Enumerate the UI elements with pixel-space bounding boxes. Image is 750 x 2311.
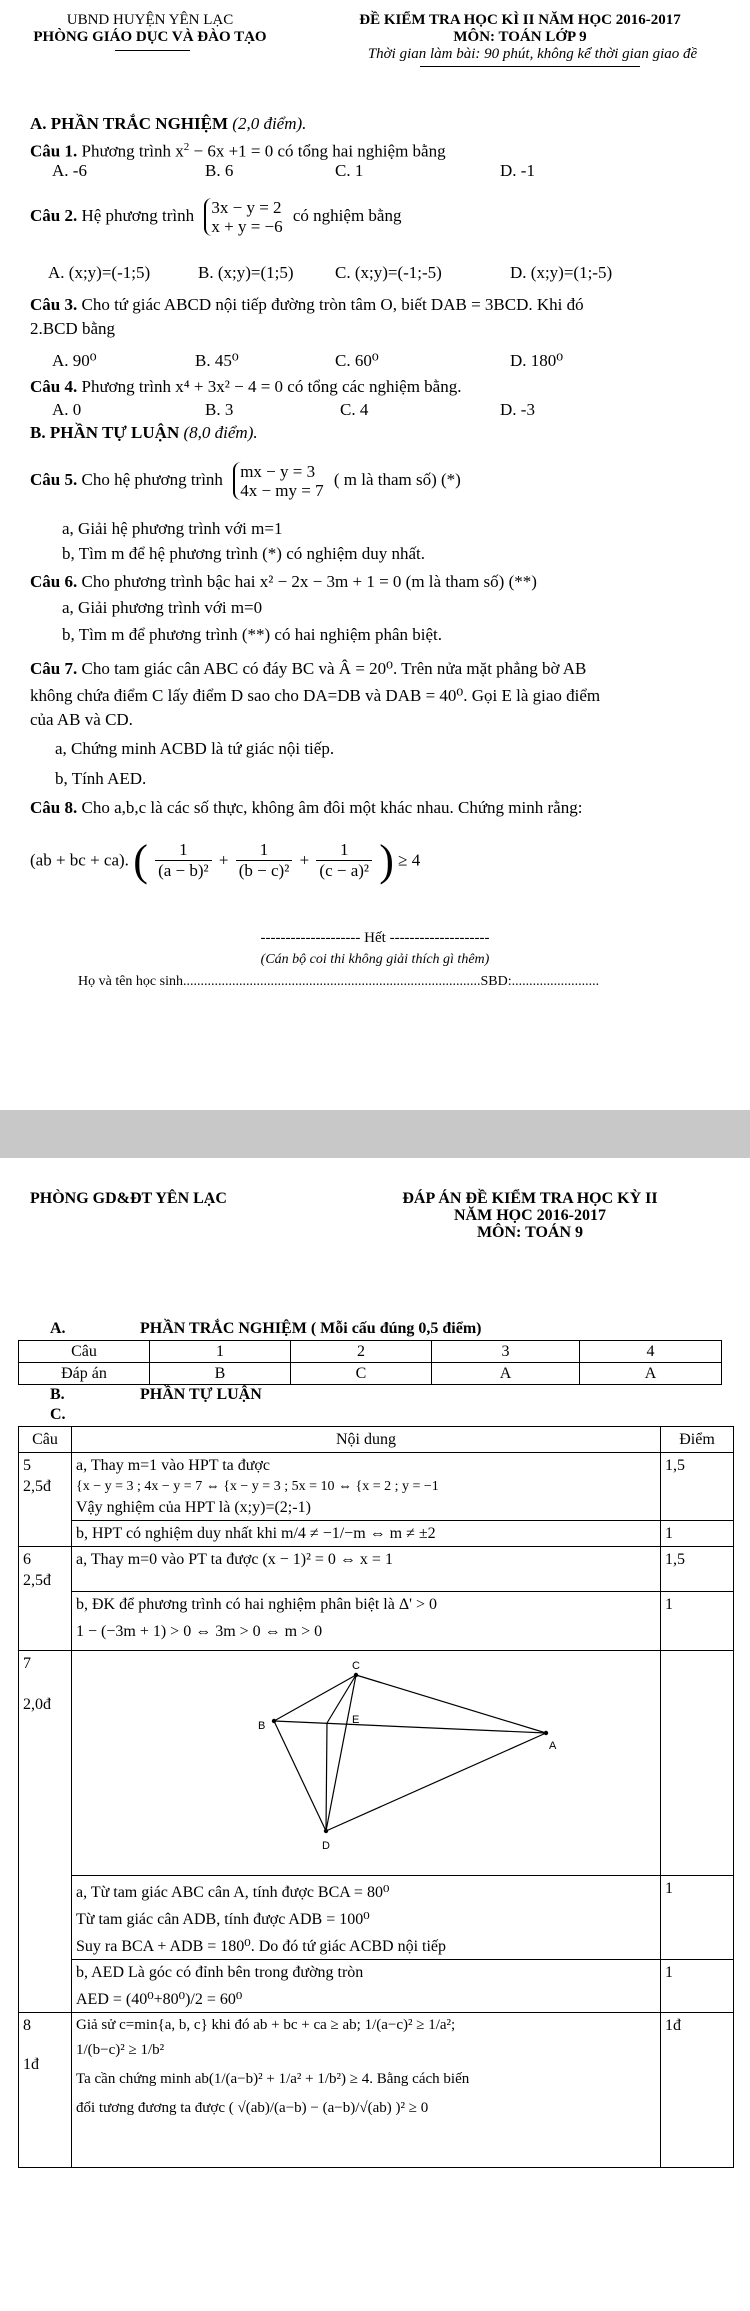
question-8 (30, 797, 582, 819)
content-cell (72, 1453, 661, 1521)
fraction (316, 840, 372, 881)
point-A (544, 1731, 548, 1735)
table-header: Câu (19, 1427, 72, 1453)
part-a-heading (30, 113, 306, 135)
student-line: Họ và tên học sinh.....................................................................................SBD:......................... (78, 974, 600, 989)
section-b-title: PHẦN TỰ LUẬN (140, 1386, 262, 1403)
equation: mx − y = 3 (240, 462, 316, 481)
triangle-figure (76, 1653, 636, 1865)
equation: x + y = −6 (211, 217, 283, 236)
fraction (155, 840, 212, 881)
question-text: ( m là tham số) (*) (333, 469, 461, 489)
question-number: 6 (23, 1551, 31, 1568)
question-points: 2,5đ (23, 1572, 51, 1589)
section-a-title: PHẦN TRẮC NGHIỆM ( Mỗi cấu đúng 0,5 điểm) (140, 1320, 482, 1337)
question-cell (19, 1547, 72, 1651)
q2-option-a: A. (x;y)=(-1;5) (48, 263, 151, 282)
score-cell (661, 1651, 734, 1876)
exam-page (0, 0, 750, 1110)
time-note: Thời gian làm bài: 90 phút, không kể thời gian giao đề (367, 46, 698, 62)
question-text: có nghiệm bằng (292, 205, 402, 225)
equation: 3x − y = 2 (211, 198, 282, 217)
question-4 (30, 376, 461, 398)
section-a-letter: A. (50, 1320, 66, 1337)
q1-option-d: D. -1 (500, 161, 535, 180)
question-points: 2,0đ (23, 1696, 51, 1713)
table-row (19, 1521, 734, 1547)
q3-option-d: D. 180⁰ (510, 351, 564, 370)
content-cell (72, 1876, 661, 1960)
q4-option-a: A. 0 (52, 400, 82, 419)
segment-BD (326, 1723, 327, 1831)
denominator: (b − c)² (238, 861, 290, 880)
part-b-points: (8,0 điểm). (183, 423, 258, 442)
exponent: 2 (183, 141, 190, 153)
exam-header-left (30, 12, 270, 46)
content-cell (72, 2013, 661, 2168)
table-cell: 3 (432, 1341, 580, 1363)
table-cell: Câu (19, 1341, 150, 1363)
table-header: Nội dung (72, 1427, 661, 1453)
content-line: 1 − (−3m + 1) > 0 ⇔ 3m > 0 ⇔ m > 0 (76, 1623, 323, 1640)
q8-inequality: (ab + bc + ca). ( $\frac{1}{\text{(a − b)²}}$ + $\frac{1}{\text{(b − c)²}}$ + $\frac{1}{\text{(c − a)²}}$ ) ≥ 4 (30, 836, 421, 885)
section-b-letter: B. (50, 1386, 65, 1403)
question-3 (30, 294, 584, 316)
table-cell: 1 (150, 1341, 291, 1363)
question-2 (30, 198, 401, 236)
answer-page (0, 1158, 750, 2311)
question-number: 7 (23, 1655, 31, 1672)
table-row (19, 1592, 734, 1651)
table-cell: A (580, 1363, 722, 1385)
inequality-lhs: (ab + bc + ca). (30, 850, 129, 870)
content-line: 1/(b−c)² ≥ 1/b² (76, 2042, 165, 2058)
question-number: 5 (23, 1457, 31, 1474)
numerator: 1 (155, 840, 212, 861)
content-line: đổi tương đương ta được ( √(ab)/(a−b) − (a−b)/√(ab) )² ≥ 0 (76, 2100, 429, 2116)
content-cell (72, 1960, 661, 2013)
question-cell (19, 1651, 72, 2013)
table-row (19, 1876, 734, 1960)
table-cell: A (432, 1363, 580, 1385)
numerator: 1 (316, 840, 372, 861)
content-line: b, ĐK để phương trình có hai nghiệm phân biệt là Δ' > 0 (76, 1596, 438, 1613)
q5-part-a: a, Giải hệ phương trình với m=1 (62, 519, 283, 538)
question-cell (19, 2013, 72, 2168)
denominator: (c − a)² (319, 861, 370, 880)
equation-system (233, 462, 323, 500)
score-cell: 1,5 (661, 1453, 734, 1521)
divider (420, 66, 640, 67)
page-gap (0, 1110, 750, 1158)
question-number: 8 (23, 2017, 31, 2034)
q2-option-c: C. (x;y)=(-1;-5) (335, 263, 442, 282)
question-label: Câu 4. (30, 377, 78, 396)
question-7 (30, 658, 586, 680)
answer-subject: MÔN: TOÁN 9 (476, 1224, 584, 1241)
table-cell: B (150, 1363, 291, 1385)
segment-BC2 (274, 1675, 356, 1721)
q1-option-a: A. -6 (52, 161, 87, 180)
label-D: D (322, 1840, 330, 1852)
department-name: PHÒNG GIÁO DỤC VÀ ĐÀO TẠO (33, 29, 267, 45)
point-C (354, 1673, 358, 1677)
table-cell: 2 (291, 1341, 432, 1363)
content-line: Ta cần chứng minh ab(1/(a−b)² + 1/a² + 1/b²) ≥ 4. Bằng cách biến (76, 2071, 470, 2087)
question-label: Câu 5. (30, 469, 78, 489)
question-7-line3: của AB và CD. (30, 710, 133, 729)
table-row (19, 1363, 722, 1385)
question-label: Câu 7. (30, 659, 78, 678)
q1-option-b: B. 6 (205, 161, 234, 180)
table-row (19, 2013, 734, 2168)
part-a-points: (2,0 điểm). (232, 114, 307, 133)
question-text: Hệ phương trình (81, 205, 195, 225)
content-cell (72, 1592, 661, 1651)
part-a-title: A. PHẦN TRẮC NGHIỆM (30, 114, 229, 133)
question-text: − 6x +1 = 0 có tổng hai nghiệm bằng (189, 141, 446, 161)
question-7-line2: không chứa điểm C lấy điểm D sao cho DA=DB và DAB = 40⁰. Gọi E là giao điểm (30, 686, 601, 705)
question-label: Câu 3. (30, 295, 78, 314)
answer-year: NĂM HỌC 2016-2017 (454, 1207, 606, 1224)
segment-AD (326, 1733, 546, 1831)
segment-BD2 (274, 1721, 326, 1831)
paren: ( (133, 836, 148, 885)
question-3-line2: 2.BCD bằng (30, 319, 115, 338)
q1-option-c: C. 1 (335, 161, 364, 180)
question-5 (30, 462, 461, 500)
table-row (19, 1453, 734, 1521)
q2-option-d: D. (x;y)=(1;-5) (510, 263, 613, 282)
question-label: Câu 2. (30, 205, 78, 225)
q7-part-a: a, Chứng minh ACBD là tứ giác nội tiếp. (55, 739, 335, 758)
question-cell (19, 1453, 72, 1547)
fraction (236, 840, 293, 881)
table-row (19, 1651, 734, 1876)
content-line: Vậy nghiệm của HPT là (x;y)=(2;-1) (76, 1499, 311, 1516)
equation: 4x − my = 7 (240, 481, 324, 500)
question-text: Cho hệ phương trình (81, 469, 223, 489)
score-cell: 1 (661, 1960, 734, 2013)
question-6 (30, 571, 537, 593)
content-line: Giả sử c=min{a, b, c} khi đó ab + bc + ca ≥ ab; 1/(a−c)² ≥ 1/a²; (76, 2017, 456, 2033)
numerator: 1 (236, 840, 293, 861)
score-cell: 1,5 (661, 1547, 734, 1592)
figure-cell (72, 1651, 661, 1876)
essay-answer-table (18, 1426, 734, 2168)
exam-title: ĐỀ KIỂM TRA HỌC KÌ II NĂM HỌC 2016-2017 (359, 12, 681, 28)
q4-option-b: B. 3 (205, 400, 234, 419)
content-line: a, Từ tam giác ABC cân A, tính được BCA = 80⁰ (76, 1884, 390, 1901)
table-row (19, 1960, 734, 2013)
label-E: E (352, 1714, 360, 1726)
score-cell: 1 (661, 1876, 734, 1960)
content-line: a, Thay m=1 vào HPT ta được (76, 1457, 270, 1474)
content-line: Từ tam giác cân ADB, tính được ADB = 100⁰ (76, 1911, 370, 1928)
table-row (19, 1547, 734, 1592)
table-cell: Đáp án (19, 1363, 150, 1385)
section-c-letter: C. (50, 1406, 66, 1423)
point-B (272, 1719, 276, 1723)
q6-part-b: b, Tìm m để phương trình (**) có hai nghiệm phân biệt. (62, 625, 443, 644)
q2-option-b: B. (x;y)=(1;5) (198, 263, 294, 282)
content-line: Suy ra BCA + ADB = 180⁰. Do đó tứ giác ACBD nội tiếp (76, 1938, 447, 1955)
score-cell: 1đ (661, 2013, 734, 2168)
denominator: (a − b)² (158, 861, 209, 880)
question-text: Cho tứ giác ABCD nội tiếp đường tròn tâm O, biết DAB = 3BCD. Khi đó (81, 295, 584, 314)
question-points: 1đ (23, 2056, 39, 2073)
q3-option-a: A. 90⁰ (52, 351, 97, 370)
question-text: Cho a,b,c là các số thực, không âm đôi một khác nhau. Chứng minh rằng: (81, 798, 583, 817)
end-marker: -------------------- Hết -------------------- (260, 930, 490, 946)
table-header: Điểm (661, 1427, 734, 1453)
table-cell: 4 (580, 1341, 722, 1363)
question-1 (30, 136, 446, 163)
q3-option-b: B. 45⁰ (195, 351, 239, 370)
answer-title: ĐÁP ÁN ĐỀ KIỂM TRA HỌC KỲ II (402, 1190, 658, 1207)
end-note: (Cán bộ coi thi không giải thích gì thêm) (260, 952, 490, 967)
score-cell: 1 (661, 1592, 734, 1651)
question-label: Câu 8. (30, 798, 78, 817)
question-label: Câu 6. (30, 572, 78, 591)
exam-header-right (320, 12, 720, 46)
table-cell: C (291, 1363, 432, 1385)
question-text: Cho tam giác cân ABC có đáy BC và Â = 20⁰. Trên nửa mặt phẳng bờ AB (81, 659, 587, 678)
mc-answer-table (18, 1340, 722, 1385)
score-cell: 1 (661, 1521, 734, 1547)
q6-part-a: a, Giải phương trình với m=0 (62, 598, 263, 617)
divider (115, 50, 190, 51)
question-text: Cho phương trình bậc hai x² − 2x − 3m + 1 = 0 (m là tham số) (**) (81, 572, 537, 591)
q7-part-b: b, Tính AED. (55, 769, 147, 788)
paren: ) (379, 836, 394, 885)
q5-part-b: b, Tìm m để hệ phương trình (*) có nghiệm duy nhất. (62, 544, 426, 563)
district-name: UBND HUYỆN YÊN LẠC (66, 12, 234, 28)
point-D (324, 1829, 328, 1833)
segment-CD (326, 1675, 356, 1831)
content-line: b, AED Là góc có đỉnh bên trong đường tròn (76, 1964, 364, 1981)
question-label: Câu 1. (30, 141, 78, 161)
table-row (19, 1341, 722, 1363)
label-B: B (258, 1720, 266, 1732)
segment-BA (274, 1721, 546, 1733)
label-A: A (549, 1740, 557, 1752)
answer-header-right (340, 1190, 720, 1241)
question-text: Phương trình x (81, 141, 184, 161)
content-cell: a, Thay m=0 vào PT ta được (x − 1)² = 0 ⇔ x = 1 (72, 1547, 661, 1592)
q3-option-c: C. 60⁰ (335, 351, 379, 370)
part-b-heading (30, 422, 258, 444)
label-C: C (352, 1660, 360, 1672)
equation-system (204, 198, 282, 236)
table-row (19, 1427, 734, 1453)
content-line: AED = (40⁰+80⁰)/2 = 60⁰ (76, 1991, 243, 2008)
content-cell: b, HPT có nghiệm duy nhất khi m/4 ≠ −1/−m ⇔ m ≠ ±2 (72, 1521, 661, 1547)
question-text: Phương trình x⁴ + 3x² − 4 = 0 có tổng các nghiệm bằng. (81, 377, 462, 396)
segment-CA (356, 1675, 546, 1733)
q4-option-c: C. 4 (340, 400, 369, 419)
part-b-title: B. PHẦN TỰ LUẬN (30, 423, 180, 442)
inequality-rhs: ≥ 4 (398, 850, 421, 870)
answer-header-left: PHÒNG GD&ĐT YÊN LẠC (30, 1190, 227, 1207)
exam-subject: MÔN: TOÁN LỚP 9 (453, 29, 587, 45)
content-line: {x − y = 3 ; 4x − y = 7 ⇔ {x − y = 3 ; 5x = 10 ⇔ {x = 2 ; y = −1 (76, 1479, 439, 1494)
question-points: 2,5đ (23, 1478, 51, 1495)
q4-option-d: D. -3 (500, 400, 535, 419)
